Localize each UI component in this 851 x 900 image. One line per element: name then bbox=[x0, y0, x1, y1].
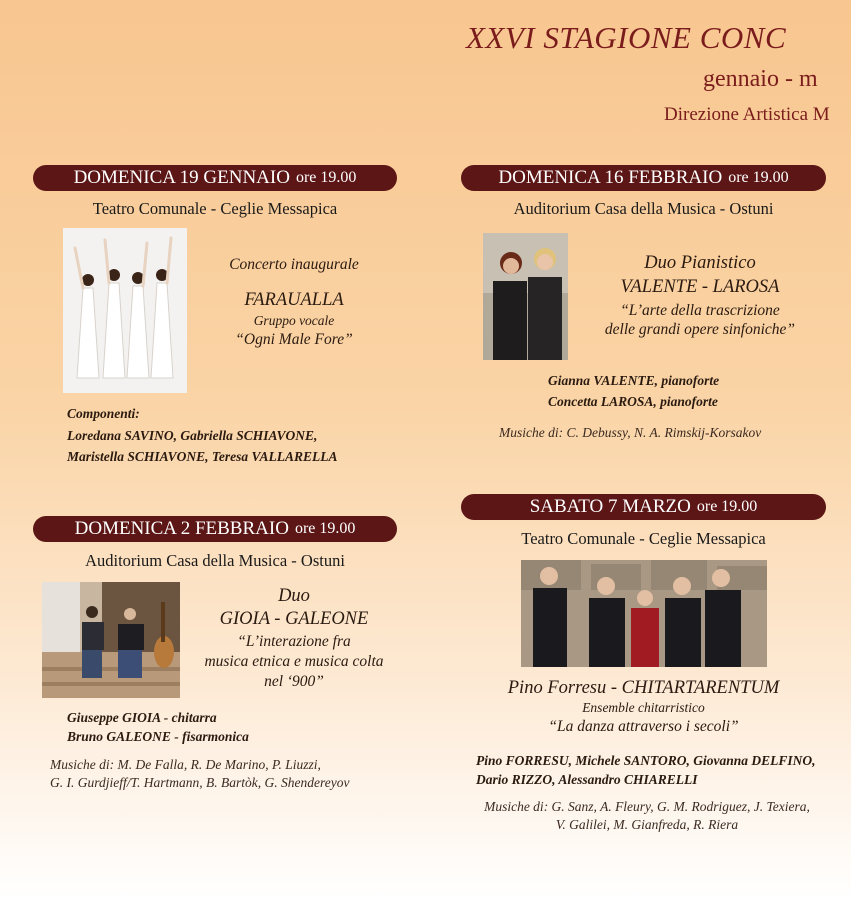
members-line: Giuseppe GIOIA - chitarra bbox=[67, 710, 217, 725]
event-subtitle bbox=[590, 302, 810, 339]
event-venue: Auditorium Casa della Musica - Ostuni bbox=[85, 551, 345, 570]
members-line: Dario RIZZO, Alessandro CHIARELLI bbox=[476, 772, 698, 787]
event-time: ore 19.00 bbox=[295, 169, 357, 186]
event-subtitle bbox=[190, 633, 398, 691]
subtitle-line: “L’interazione fra bbox=[237, 633, 351, 650]
valente-larosa-photo bbox=[483, 233, 568, 360]
event-venue: Auditorium Casa della Musica - Ostuni bbox=[513, 199, 774, 218]
members-line: Pino FORRESU, Michele SANTORO, Giovanna DELFINO, bbox=[476, 753, 816, 768]
season-title: XXVI STAGIONE CONC bbox=[466, 20, 787, 55]
event-type: Gruppo vocale bbox=[253, 313, 335, 328]
event-date-badge bbox=[461, 165, 826, 191]
event-type: Ensemble chitarristico bbox=[582, 700, 705, 715]
event-date: DOMENICA 16 FEBBRAIO bbox=[498, 167, 723, 188]
chitartarentum-photo bbox=[521, 560, 767, 667]
subtitle-line: nel ‘900” bbox=[264, 673, 324, 690]
event-intro: Duo Pianistico bbox=[644, 253, 756, 273]
members-line: Maristella SCHIAVONE, Teresa VALLARELLA bbox=[67, 449, 338, 464]
members-label: Componenti: bbox=[67, 406, 140, 421]
event-date: SABATO 7 MARZO bbox=[529, 496, 691, 517]
members-list bbox=[67, 710, 249, 745]
members-list bbox=[67, 428, 338, 465]
subtitle-line: “L’arte della trascrizione bbox=[620, 302, 780, 319]
faraualla-photo bbox=[63, 228, 187, 393]
event-date-badge bbox=[33, 165, 397, 191]
program-line: V. Galilei, M. Gianfreda, R. Riera bbox=[555, 817, 739, 832]
program-line: G. I. Gurdjieff/T. Hartmann, B. Bartòk, G. Shendereyov bbox=[50, 775, 350, 790]
event-program bbox=[50, 757, 349, 791]
event-artist: VALENTE - LAROSA bbox=[620, 277, 780, 297]
event-date: DOMENICA 19 GENNAIO bbox=[73, 167, 290, 188]
event-venue: Teatro Comunale - Ceglie Messapica bbox=[92, 199, 338, 218]
event-program: Musiche di: C. Debussy, N. A. Rimskij-Korsakov bbox=[499, 425, 762, 440]
gioia-galeone-photo bbox=[42, 582, 180, 698]
event-time: ore 19.00 bbox=[696, 498, 758, 515]
artistic-direction: Direzione Artistica M bbox=[664, 104, 830, 125]
members-line: Loredana SAVINO, Gabriella SCHIAVONE, bbox=[67, 428, 318, 443]
event-intro: Concerto inaugurale bbox=[229, 256, 359, 273]
event-venue: Teatro Comunale - Ceglie Messapica bbox=[521, 529, 766, 548]
event-artist: Pino Forresu - CHITARTARENTUM bbox=[507, 678, 780, 698]
event-time: ore 19.00 bbox=[728, 169, 789, 186]
event-intro: Duo bbox=[278, 586, 310, 606]
subtitle-line: musica etnica e musica colta bbox=[204, 653, 384, 670]
event-subtitle: “La danza attraverso i secoli” bbox=[548, 718, 739, 735]
event-artist: GIOIA - GALEONE bbox=[219, 609, 369, 629]
event-date-badge bbox=[33, 516, 397, 542]
members-list bbox=[476, 753, 816, 788]
event-time: ore 19.00 bbox=[294, 520, 356, 537]
program-line: Musiche di: G. Sanz, A. Fleury, G. M. Rodriguez, J. Texiera, bbox=[484, 799, 810, 814]
subtitle-line: delle grandi opere sinfoniche” bbox=[604, 321, 796, 338]
event-date-badge bbox=[461, 494, 826, 520]
members-line: Gianna VALENTE, pianoforte bbox=[548, 373, 720, 388]
members-line: Concetta LAROSA, pianoforte bbox=[548, 394, 718, 409]
event-subtitle: “Ogni Male Fore” bbox=[235, 331, 353, 348]
season-dates: gennaio - m bbox=[703, 66, 818, 92]
members-line: Bruno GALEONE - fisarmonica bbox=[67, 729, 249, 744]
event-program bbox=[461, 799, 833, 833]
event-artist: FARAUALLA bbox=[244, 290, 344, 310]
event-date: DOMENICA 2 FEBBRAIO bbox=[74, 518, 289, 539]
program-line: Musiche di: M. De Falla, R. De Marino, P. Liuzzi, bbox=[50, 757, 321, 772]
members-list bbox=[548, 373, 719, 410]
